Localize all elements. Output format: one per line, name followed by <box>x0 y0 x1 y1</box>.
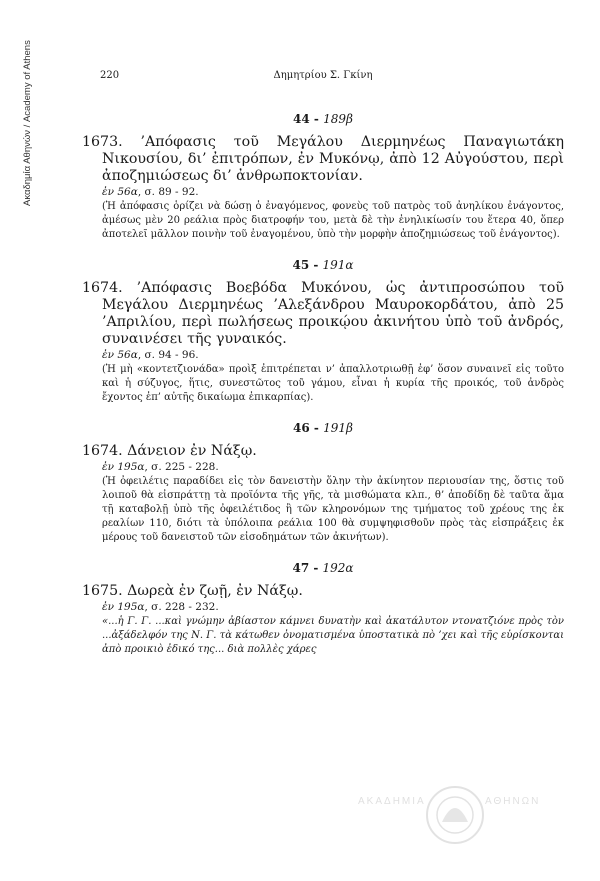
entry <box>82 112 564 242</box>
academy-watermark <box>320 780 580 850</box>
entry-note: «...ἡ Γ. Γ. ...καὶ γνώμην ἀβίαστον κάμνει δυνατὴν καὶ ἀκατάλυτον ντονατζιόνε πρὸς τὸν ...ἀξάδελφόν της Ν. Γ. τὰ κάτωθεν ὀνοματισμένα ὑποστατικὰ πὸ ’χει καὶ τῆς εὑρίσκονται ἀπὸ προικιὸ ἐδικό της... διὰ πολλὲς χάρες <box>102 616 564 655</box>
section-ref: 191α <box>322 258 354 272</box>
watermark-text-left: ΑΚΑΔΗΜΙΑ <box>358 796 426 807</box>
section-heading <box>82 258 564 272</box>
source-pages: , σ. 228 - 232. <box>144 601 219 613</box>
entry-source <box>102 186 564 198</box>
page <box>82 70 564 657</box>
entry-source <box>102 349 564 361</box>
source-volume: ἐν 195α <box>102 461 145 473</box>
entry <box>82 561 564 657</box>
source-pages: , σ. 225 - 228. <box>144 461 219 473</box>
entry-note: (Ἡ ἀπόφασις ὁρίζει νὰ δώσῃ ὁ ἐναγόμενος, φονεὺς τοῦ πατρὸς τοῦ ἀνηλίκου ἐνάγοντος, ἀμέσως μὲν 20 ρεάλια πρὸς διατροφήν του, μετὰ δὲ τὴν ἐνηλικίωσίν του ἕτερα 40, ὅπερ ἀποτελεῖ μᾶλλον ποινὴν τοῦ ἐναγομένου, ὑπὸ τὴν μορφὴν ἀποζημιώσεως τοῦ ἐνάγοντος). <box>102 201 564 240</box>
side-label: Ακαδημία Αθηνών / Academy of Athens <box>22 40 33 206</box>
source-pages: , σ. 89 - 92. <box>137 186 199 198</box>
entry-title: 1674. Δάνειον ἐν Νάξῳ. <box>82 443 257 459</box>
entry <box>82 421 564 545</box>
section-ref: 191β <box>323 421 353 435</box>
section-ref: 189β <box>323 112 353 126</box>
source-pages: , σ. 94 - 96. <box>137 349 199 361</box>
entry-source <box>102 461 564 473</box>
source-volume: ἐν 56α <box>102 186 138 198</box>
entry-title: 1674. ’Απόφασις Βοεβόδα Μυκόνου, ὡς ἀντιπροσώπου τοῦ Μεγάλου Διερμηνέως ’Αλεξάνδρου Μαυροκορδάτου, ἀπὸ 25 ’Απριλίου, περὶ πωλήσεως προικῴου ἀκινήτου ὑπὸ τοῦ ἀνδρός, συναινέσει τῆς γυναικός. <box>82 280 564 347</box>
section-ref: 192α <box>322 561 354 575</box>
section-number: 44 - <box>293 112 324 126</box>
entry <box>82 258 564 405</box>
entry-note: (Ἡ μὴ «κοντετζιονάδα» προὶξ ἐπιτρέπεται ν’ ἀπαλλοτριωθῇ ἐφ’ ὅσον συναινεῖ εἰς τοῦτο καὶ ἡ σύζυγος, ἥτις, συνεστῶτος τοῦ γάμου, εἶναι ἡ κυρία τῆς προικός, τοῦ ἀνδρὸς ἔχοντος ἐπ’ αὐτῆς δικαίωμα ἐπικαρπίας). <box>102 364 564 403</box>
section-number: 47 - <box>292 561 323 575</box>
running-head <box>82 70 564 90</box>
watermark-emblem-icon <box>320 780 580 850</box>
source-volume: ἐν 56α <box>102 349 138 361</box>
section-heading <box>82 561 564 575</box>
entry-source <box>102 601 564 613</box>
source-volume: ἐν 195α <box>102 601 145 613</box>
entry-title: 1675. Δωρεὰ ἐν ζωῇ, ἐν Νάξῳ. <box>82 583 303 599</box>
section-heading <box>82 421 564 435</box>
page-number: 220 <box>100 70 120 81</box>
section-heading <box>82 112 564 126</box>
watermark-text-right: ΑΘΗΝΩΝ <box>485 796 541 807</box>
section-number: 45 - <box>292 258 323 272</box>
entry-note: (Ἡ ὀφειλέτις παραδίδει εἰς τὸν δανειστὴν ὅλην τὴν ἀκίνητον περιουσίαν της, ὅστις τοῦ λοιποῦ θὰ εἰσπράττῃ τὰ προϊόντα τῆς γῆς, τὰ μισθώματα κλπ., θ’ ἀποδίδῃ δὲ ταῦτα ἅμα τῇ καταβολῇ ὑπὸ τῆς ὀφειλέτιδος ἢ τῶν κληρονόμων της τμήματος τοῦ χρέους της ἐκ ρεαλίων 110, διότι τὰ ὑπόλοιπα ρεάλια 100 θὰ συμψηφισθοῦν πρὸς τὰς εἰσπράξεις ἐκ μέρους τοῦ δανειστοῦ τῶν εἰσοδημάτων τῶν ἀκινήτων). <box>102 476 564 543</box>
entry-title: 1673. ’Απόφασις τοῦ Μεγάλου Διερμηνέως Παναγιωτάκη Νικουσίου, δι’ ἐπιτρόπων, ἐν Μυκόνῳ, ἀπὸ 12 Αὐγούστου, περὶ ἀποζημιώσεως δι’ ἀνθρωποκτονίαν. <box>82 134 564 184</box>
header-title: Δημητρίου Σ. Γκίνη <box>273 70 373 81</box>
section-number: 46 - <box>293 421 324 435</box>
